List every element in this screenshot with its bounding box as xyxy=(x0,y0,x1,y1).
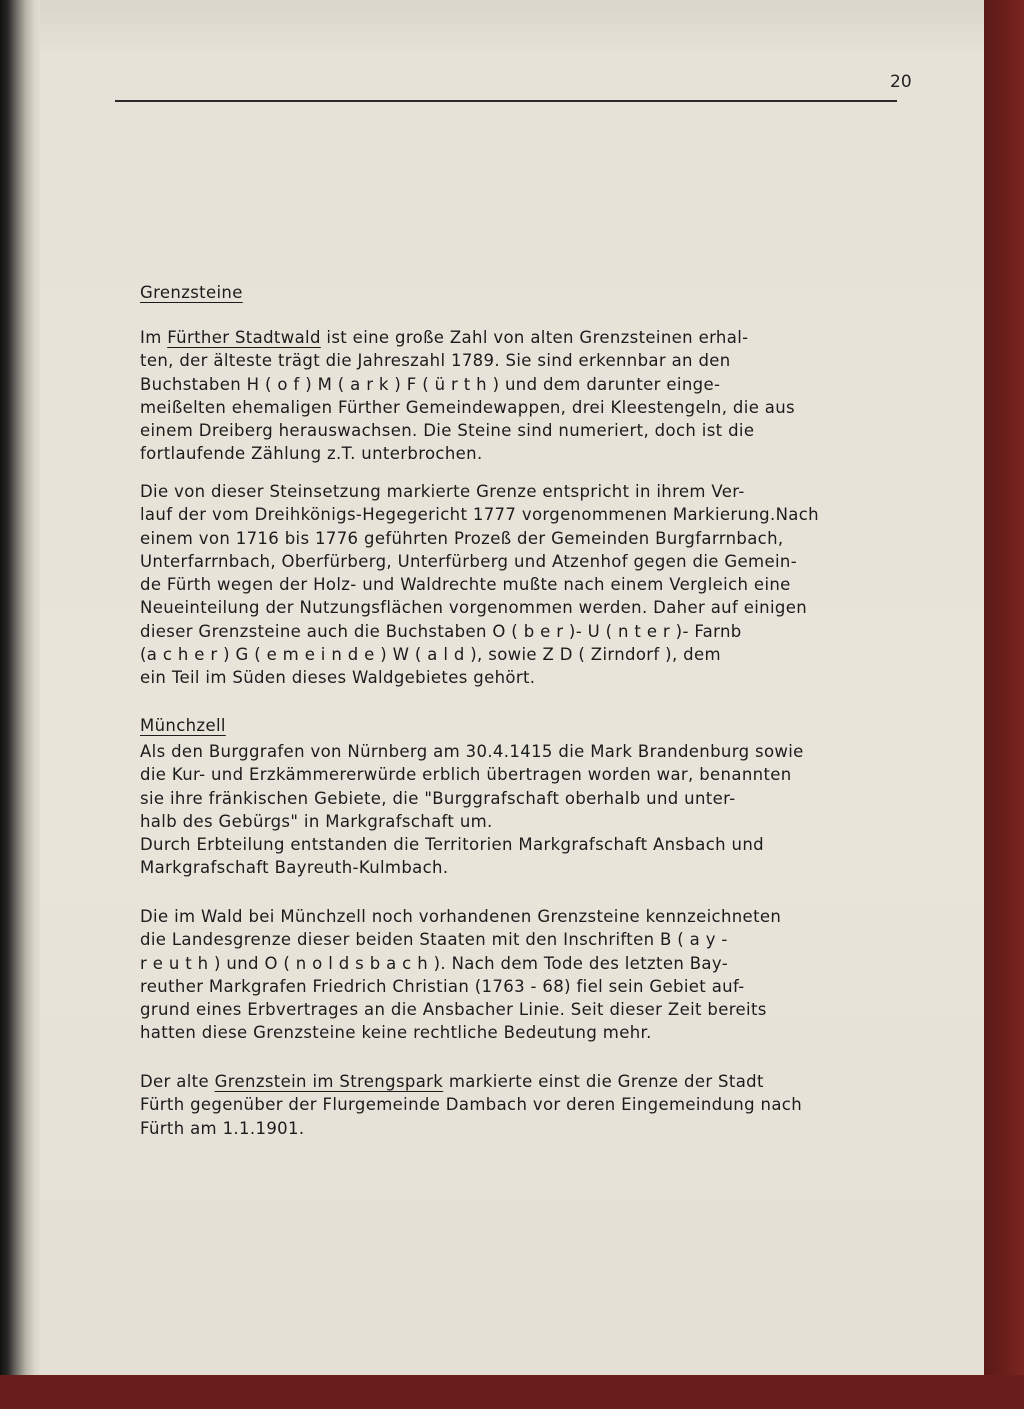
text-line: dieser Grenzsteine auch die Buchstaben O ( b e r )- U ( n t e r )- Farnb xyxy=(140,621,742,641)
underlined-term-grenzstein-strengspark: Grenzstein im Strengspark xyxy=(214,1072,444,1091)
cover-edge-bottom xyxy=(0,1375,1024,1409)
text-line: Fürth am 1.1.1901. xyxy=(140,1118,305,1138)
header-rule xyxy=(115,100,897,102)
text-line: halb des Gebürgs" in Markgrafschaft um. xyxy=(140,811,493,831)
text-line: fortlaufende Zählung z.T. unterbrochen. xyxy=(140,444,483,464)
text-line: einem von 1716 bis 1776 geführten Prozeß der Gemeinden Burgfarrnbach, xyxy=(140,528,784,548)
text-line: grund eines Erbvertrages an die Ansbacher Linie. Seit dieser Zeit bereits xyxy=(140,1000,767,1020)
text-line: de Fürth wegen der Holz- und Waldrechte mußte nach einem Vergleich eine xyxy=(140,575,791,595)
paragraph-grenzsteine-2 xyxy=(140,480,940,690)
text-line: ten, der älteste trägt die Jahreszahl 1789. Sie sind erkennbar an den xyxy=(140,351,731,371)
text-line: hatten diese Grenzsteine keine rechtliche Bedeutung mehr. xyxy=(140,1023,652,1043)
text-line: Fürth gegenüber der Flurgemeinde Dambach vor deren Eingemeindung nach xyxy=(140,1095,803,1115)
text-line: lauf der vom Dreihkönigs-Hegegericht 1777 vorgenommenen Markierung.Nach xyxy=(140,505,819,525)
text-line: Buchstaben H ( o f ) M ( a r k ) F ( ü r t h ) und dem darunter einge- xyxy=(140,374,721,394)
text-line: ein Teil im Süden dieses Waldgebietes gehört. xyxy=(140,668,536,688)
text-line: einem Dreiberg herauswachsen. Die Steine sind numeriert, doch ist die xyxy=(140,421,755,441)
text-line: (a c h e r ) G ( e m e i n d e ) W ( a l d ), sowie Z D ( Zirndorf ), dem xyxy=(140,645,721,665)
text-line: Die im Wald bei Münchzell noch vorhandenen Grenzsteine kennzeichneten xyxy=(140,907,782,926)
text-fragment: markierte einst die Grenze der Stadt xyxy=(443,1072,764,1091)
text-line: Durch Erbteilung entstanden die Territorien Markgrafschaft Ansbach und xyxy=(140,835,764,855)
text-line: Als den Burggrafen von Nürnberg am 30.4.1415 die Mark Brandenburg sowie xyxy=(140,742,804,761)
text-fragment: Der alte xyxy=(140,1072,215,1091)
book-binding-edge xyxy=(0,0,40,1375)
text-line: Unterfarrnbach, Oberfürberg, Unterfürberg und Atzenhof gegen die Gemein- xyxy=(140,551,798,571)
underlined-term-fuerther-stadtwald: Fürther Stadtwald xyxy=(167,328,321,347)
text-line: die Kur- und Erzkämmererwürde erblich übertragen worden war, benannten xyxy=(140,765,792,785)
paragraph-muenchzell-1 xyxy=(140,740,940,880)
text-fragment: Im xyxy=(140,328,168,347)
text-line: die Landesgrenze dieser beiden Staaten mit den Inschriften B ( a y - xyxy=(140,930,728,950)
text-line: r e u t h ) und O ( n o l d s b a c h ). Nach dem Tode des letzten Bay- xyxy=(140,953,729,973)
text-line: sie ihre fränkischen Gebiete, die "Burggrafschaft oberhalb und unter- xyxy=(140,788,736,808)
text-line: meißelten ehemaligen Fürther Gemeindewappen, drei Kleestengeln, die aus xyxy=(140,397,795,417)
text-line: Markgrafschaft Bayreuth-Kulmbach. xyxy=(140,858,449,878)
paragraph-grenzsteine-1 xyxy=(140,326,940,466)
section-heading-grenzsteine: Grenzsteine xyxy=(140,283,243,302)
paragraph-muenchzell-2 xyxy=(140,905,940,1045)
text-line xyxy=(140,326,940,349)
cover-edge-right xyxy=(984,0,1024,1409)
text-fragment: ist eine große Zahl von alten Grenzsteinen erhal- xyxy=(320,328,749,347)
text-line: Neueinteilung der Nutzungsflächen vorgenommen werden. Daher auf einigen xyxy=(140,598,808,618)
section-heading-muenchzell: Münchzell xyxy=(140,716,226,735)
text-line xyxy=(140,1070,940,1093)
text-line: reuther Markgrafen Friedrich Christian (1763 - 68) fiel sein Gebiet auf- xyxy=(140,976,745,996)
text-line: Die von dieser Steinsetzung markierte Grenze entspricht in ihrem Ver- xyxy=(140,482,745,501)
page-number: 20 xyxy=(890,72,912,92)
paragraph-muenchzell-3 xyxy=(140,1070,940,1140)
